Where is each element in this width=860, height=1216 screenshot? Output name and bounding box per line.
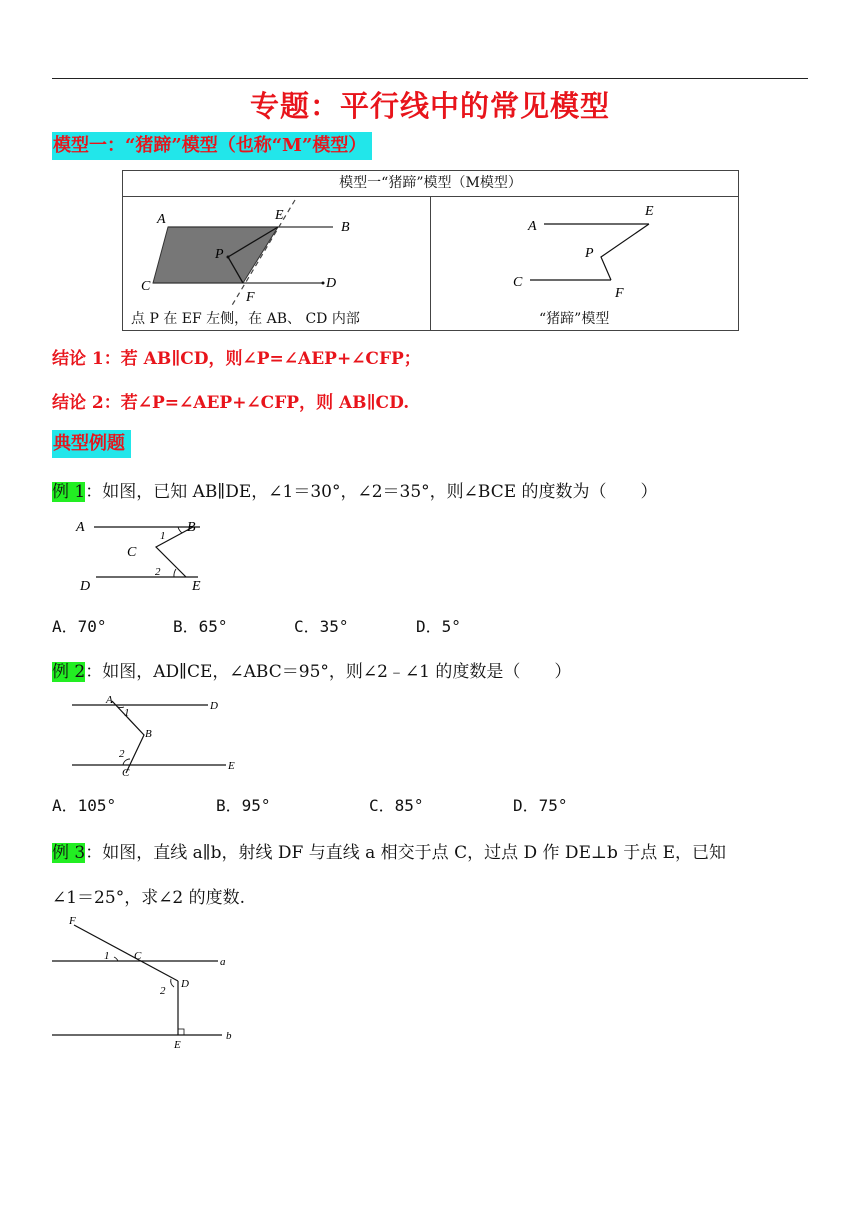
angle-1-label: 1 [104,950,110,962]
example-2-option-c[interactable]: C．85° [369,796,424,815]
label-b: B [145,728,152,740]
angle-1-label: 1 [124,707,130,719]
angle-2-label: 2 [160,985,166,997]
label-a: A [528,219,537,234]
example-3-text-line1: ：如图，直线 a∥b，射线 DF 与直线 a 相交于点 C，过点 D 作 DE⊥b 于点 E，已知 [85,843,727,863]
right-caption: “猪蹄”模型 [539,311,610,327]
label-d: D [80,579,91,594]
model-table-header: 模型一“猪蹄”模型（M模型） [123,171,739,197]
example-2-figure [68,693,248,779]
example-1-option-d[interactable]: D．5° [416,617,461,636]
label-c: C [134,950,142,962]
angle-2-label: 2 [119,748,125,760]
label-c: C [513,275,523,290]
conclusion-2: 结论 2：若∠P=∠AEP+∠CFP，则 AB∥CD. [52,393,410,413]
angle-1-label: 1 [160,530,166,542]
label-a: A [76,520,85,535]
label-e: E [275,208,284,223]
section-heading-model-one: 模型一：“猪蹄”模型（也称“M”模型） [52,132,372,160]
label-f: F [246,290,255,305]
top-rule [52,78,808,79]
label-b: B [341,220,350,235]
conclusion-1: 结论 1：若 AB∥CD，则∠P=∠AEP+∠CFP； [52,349,421,369]
example-2-question [52,657,571,682]
label-e: E [174,1039,181,1051]
label-p: P [585,246,594,261]
example-1-question [52,477,658,502]
example-2-text: ：如图，AD∥CE，∠ABC＝95°，则∠2﹣∠1 的度数是（ ） [85,662,572,682]
example-2-option-b[interactable]: B．95° [216,796,271,815]
example-2-tag: 例 2 [52,662,86,682]
model-figure-left [123,197,430,330]
label-a: a [220,956,226,968]
label-c: C [127,545,137,560]
label-b: B [187,520,196,535]
example-1-text: ：如图，已知 AB∥DE，∠1＝30°，∠2＝35°，则∠BCE 的度数为（ ） [85,482,658,502]
label-c: C [122,767,130,779]
label-c: C [141,279,151,294]
label-b: b [226,1030,232,1042]
label-d: D [326,276,337,291]
label-e: E [192,579,201,594]
label-f: F [69,915,76,927]
label-d: D [181,978,189,990]
example-3-text-line2: ∠1＝25°，求∠2 的度数. [52,888,246,908]
model-table [122,170,739,331]
label-a: A [157,212,166,227]
example-1-option-c[interactable]: C．35° [294,617,349,636]
model-figure-right [431,197,738,330]
label-a: A [106,694,113,706]
left-caption: 点 P 在 EF 左侧，在 AB、 CD 内部 [131,311,360,327]
example-3-question [52,838,726,863]
example-1-option-a[interactable]: A．70° [52,617,107,636]
label-d: D [210,700,218,712]
example-2-option-a[interactable]: A．105° [52,796,117,815]
section-heading-examples: 典型例题 [52,430,131,458]
example-1-tag: 例 1 [52,482,86,502]
label-e: E [645,204,654,219]
example-2-option-d[interactable]: D．75° [513,796,568,815]
page-title: 专题：平行线中的常见模型 [249,89,610,123]
example-3-tag: 例 3 [52,843,86,863]
example-1-figure [70,515,220,595]
label-f: F [615,286,624,301]
angle-2-label: 2 [155,566,161,578]
example-3-figure [50,912,250,1052]
label-e: E [228,760,235,772]
label-p: P [215,247,224,262]
example-1-option-b[interactable]: B．65° [173,617,228,636]
